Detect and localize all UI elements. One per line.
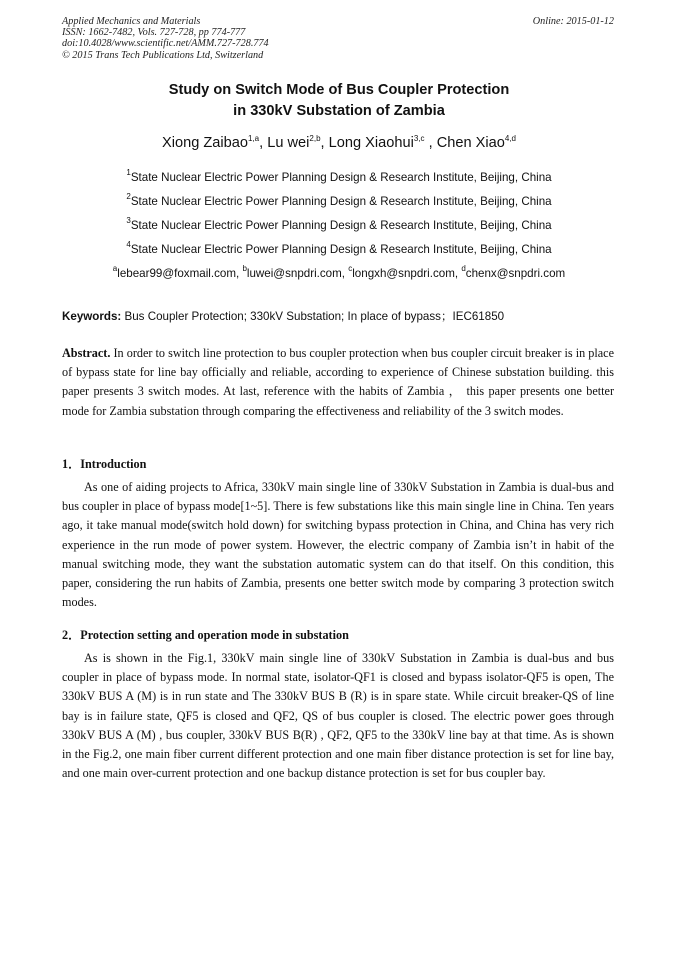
title-line-2: in 330kV Substation of Zambia (233, 103, 445, 119)
author-list (0, 135, 678, 151)
author-name: Long Xiaohui (328, 135, 414, 151)
author-name: Lu wei (267, 135, 310, 151)
section-1-body: As one of aiding projects to Africa, 330kV main single line of 330kV Substation in Zambia is dual-bus and bus coupler in place of bypass mode[1~5]. There is few substations like this main single line in China. Ten years ago, it take manual mode(switch hold down) for switching bypass protection in China, and China has very rich experience in the run mode of power system. However, the electric company of Zambia isn’t in habit of the manual switching mode, they want the substation automatic system can do that itself. On this condition, this paper, considering the run habits of Zambia, presents one better switch mode by comparing 3 protection switch modes. (62, 480, 614, 610)
affiliation-sup: 3 (126, 216, 131, 225)
email-sup: b (242, 264, 247, 273)
section-1-heading: 1．Introduction (62, 457, 147, 471)
affiliation-sup: 1 (126, 168, 131, 177)
doi-line: doi:10.4028/www.scientific.net/AMM.727-728.774 (62, 38, 269, 50)
abstract-text: In order to switch line protection to bus coupler protection when bus coupler circuit breaker is in place of bypass state for line bay officially and reliable, according to experience of Chinese substation building. this paper presents 3 switch modes. At last, reference with the habits of Zambia ， this paper presents one better mode for Zambia substation through comparing the effectiveness and reliability of the 3 switch modes. (62, 346, 614, 418)
affiliation-text: State Nuclear Electric Power Planning Design & Research Institute, Beijing, China (130, 243, 552, 256)
keywords (62, 308, 504, 324)
online-date: Online: 2015-01-12 (532, 16, 614, 27)
paper-title (0, 80, 678, 122)
author-separator: , (320, 135, 329, 151)
section-2-body: As is shown in the Fig.1, 330kV main single line of 330kV Substation in Zambia is dual-bus and bus coupler in place of bypass mode. In normal state, isolator-QF1 is closed and bypass isolator-QF5 is open, The 330kV BUS A (M) is in run state and The 330kV BUS B (R) is in spare state. While circuit breaker-QS of line bay is in failure state, QF5 is closed and QF2, QS of bus coupler is closed. The electric power goes through 330kV BUS A (M) , bus coupler, 330kV BUS B(R) , QF2, QF5 to the 330kV line bay at that time. As is shown in the Fig.2, one main fiber current different protection and one main fiber distance protection is set for line bay, and one main over-current protection and one backup distance protection is set for bus coupler bay. (62, 651, 614, 781)
email-text: lebear99@foxmail.com, (117, 267, 243, 280)
author-sup: 4,d (504, 134, 516, 143)
title-line-1: Study on Switch Mode of Bus Coupler Protection (168, 82, 510, 98)
journal-meta (62, 16, 269, 61)
section-2-heading: 2．Protection setting and operation mode in substation (62, 628, 349, 642)
affiliation-2 (0, 192, 678, 208)
email-text: chenx@snpdri.com (465, 267, 566, 280)
email-sup: c (348, 264, 353, 273)
author-separator: , (424, 135, 437, 151)
email-list (0, 264, 678, 280)
affiliation-1 (0, 168, 678, 184)
issn-line: ISSN: 1662-7482, Vols. 727-728, pp 774-777 (62, 27, 246, 39)
abstract (62, 344, 614, 421)
abstract-label: Abstract. (62, 346, 111, 360)
affiliation-4 (0, 240, 678, 256)
affiliation-text: State Nuclear Electric Power Planning Design & Research Institute, Beijing, China (130, 195, 552, 208)
email-sup: a (112, 264, 118, 273)
author-name: Xiong Zaibao (161, 135, 248, 151)
author-sup: 1,a (248, 134, 260, 143)
email-text: longxh@snpdri.com, (352, 267, 462, 280)
journal-name: Applied Mechanics and Materials (62, 16, 201, 27)
email-sup: d (461, 264, 466, 273)
keywords-label: Keywords: (62, 310, 122, 323)
author-sup: 2,b (309, 134, 321, 143)
keywords-text: Bus Coupler Protection; 330kV Substation; In place of bypass；IEC61850 (121, 310, 505, 323)
affiliation-text: State Nuclear Electric Power Planning Design & Research Institute, Beijing, China (130, 219, 552, 232)
copyright-line: © 2015 Trans Tech Publications Ltd, Switzerland (62, 49, 264, 61)
author-sup: 3,c (413, 134, 425, 143)
author-name: Chen Xiao (436, 135, 505, 151)
email-text: luwei@snpdri.com, (246, 267, 349, 280)
affiliation-sup: 2 (126, 192, 131, 201)
affiliation-text: State Nuclear Electric Power Planning Design & Research Institute, Beijing, China (130, 171, 552, 184)
affiliation-3 (0, 216, 678, 232)
author-separator: , (259, 135, 268, 151)
affiliation-sup: 4 (126, 240, 131, 249)
